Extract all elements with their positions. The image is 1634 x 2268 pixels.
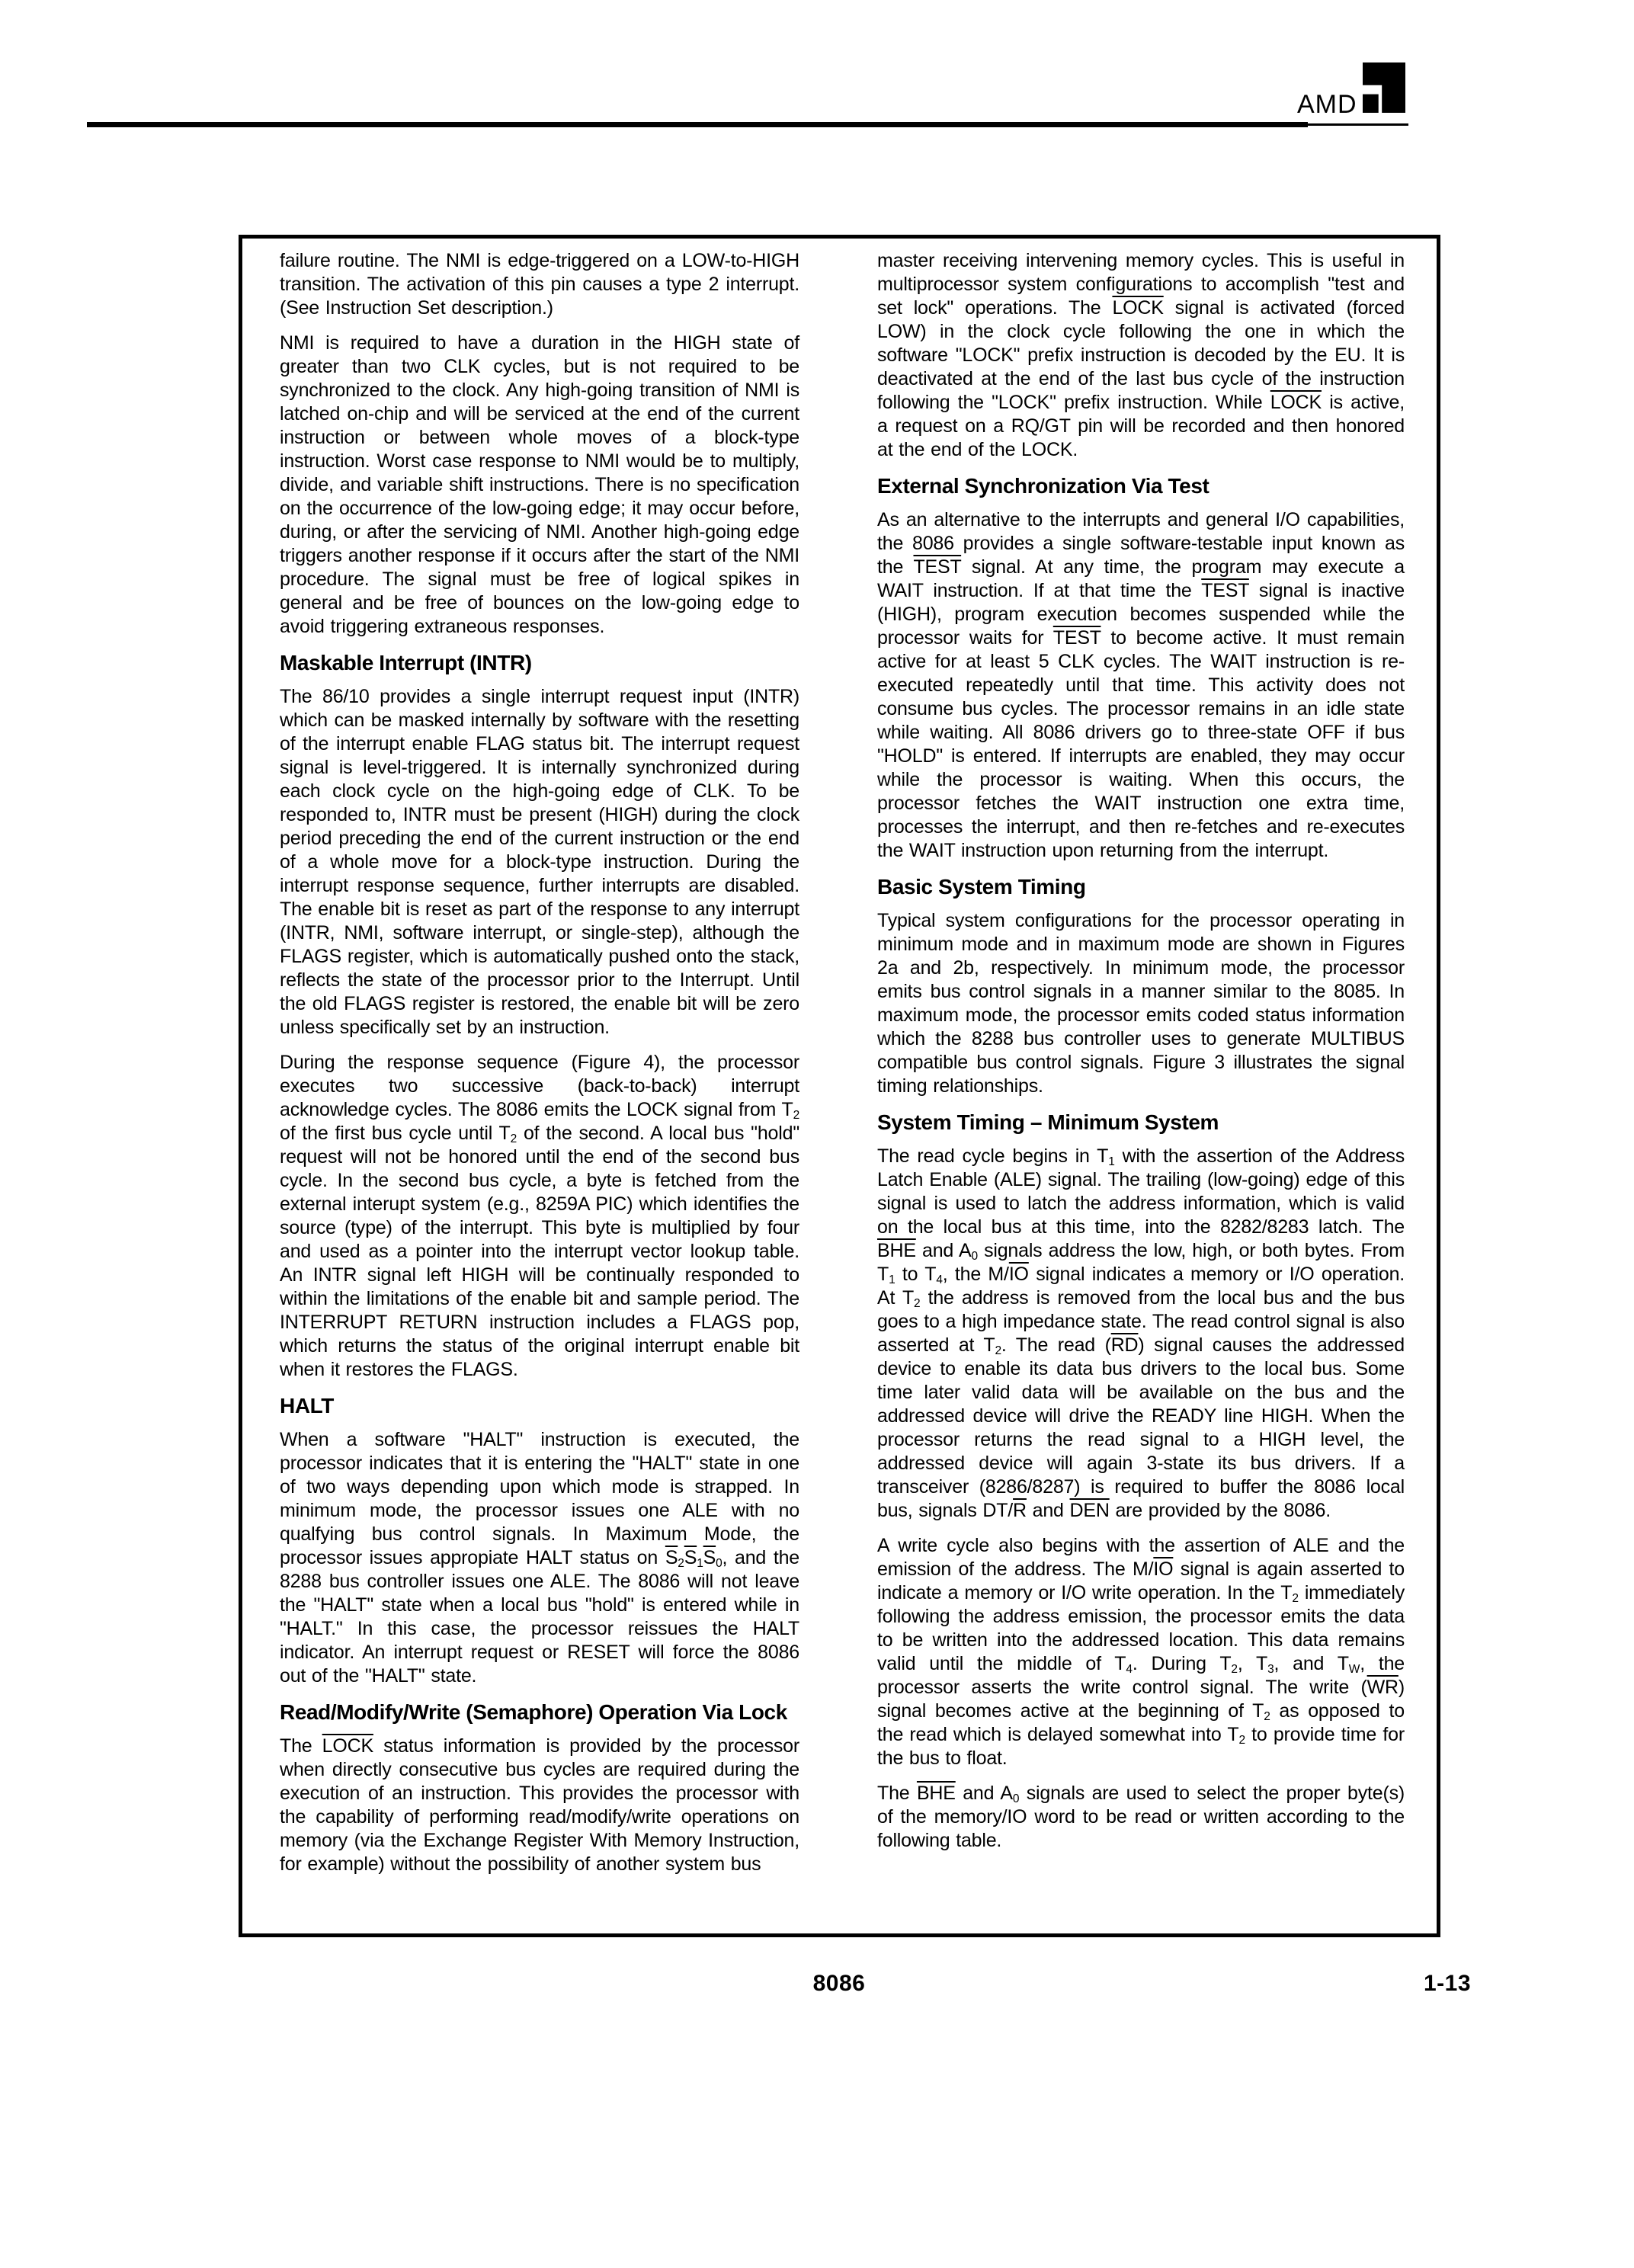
section-heading: Read/Modify/Write (Semaphore) Operation Via Lock xyxy=(280,1700,787,1724)
paragraph: The read cycle begins in $T_1$ with the assertion of the Address Latch Enable (ALE) signal. The trailing (low-going) edge of this signal is used to latch the address information, which is valid on the local bus at this time, into the 8282/8283 latch. The $\overline{BHE}$ and $A_0$ signals address the low, high, or both bytes. From $T_1$ to $T_4$, the $M/\overline{IO}$ signal indicates a memory or I/O operation. At $T_2$ the address is removed from the local bus and the bus goes to a high impedance state. The read control signal is also asserted at $T_2$. The read $(\overline{RD})$ signal causes the addressed device to enable its data bus drivers to the local bus. Some time later valid data will be available on the bus and the addressed device will drive the READY line HIGH. When the processor returns the read signal to a HIGH level, the addressed device will again 3-state its bus drivers. If a transceiver (8286/8287) is required to buffer the 8086 local bus, signals $DT/\overline{R}$ and $\overline{DEN}$ are provided by the 8086. xyxy=(877,1145,1405,1521)
paragraph: During the response sequence (Figure 4), the processor executes two successive (back-to-back) interrupt acknowledge cycles. The 8086 emits the LOCK signal from $T_2$ of the first bus cycle until $T_2$ of the second. A local bus "hold" request will not be honored until the end of the second bus cycle. In the second bus cycle, a byte is fetched from the external interupt system (e.g., 8259A PIC) which identifies the source (type) of the interrupt. This byte is multiplied by four and used as a pointer into the interrupt vector lookup table. An INTR signal left HIGH will be continually responded to within the limitations of the enable bit and sample period. The INTERRUPT RETURN instruction includes a FLAGS pop, which returns the status of the original interrupt enable bit when it restores the FLAGS. xyxy=(280,1052,799,1380)
right-column xyxy=(877,249,1405,1864)
header-rule-thin xyxy=(1306,123,1408,126)
section-heading: External Synchronization Via Test xyxy=(877,474,1209,498)
paragraph: The 86/10 provides a single interrupt request input (INTR) which can be masked internally by software with the resetting of the interrupt enable FLAG status bit. The interrupt request signal is level-triggered. It is internally synchronized during each clock cycle on the high-going edge of CLK. To be responded to, INTR must be present (HIGH) during the clock period preceding the end of the current instruction or the end of a whole move for a block-type instruction. During the interrupt response sequence, further interrupts are disabled. The enable bit is reset as part of the response to any interrupt (INTR, NMI, software interrupt, or single-step), although the FLAGS register, which is automatically pushed onto the stack, reflects the state of the processor prior to the Interrupt. Until the old FLAGS register is restored, the enable bit will be zero unless specifically set by an instruction. xyxy=(280,686,799,1038)
section-heading: System Timing – Minimum System xyxy=(877,1110,1219,1134)
section-heading: Basic System Timing xyxy=(877,875,1086,899)
footer-page-number: 1-13 xyxy=(1423,1971,1471,1996)
paragraph: The $\overline{BHE}$ and $A_0$ signals are used to select the proper byte(s) of the memory/IO word to be read or written according to the following table. xyxy=(877,1783,1405,1851)
section-heading: Maskable Interrupt (INTR) xyxy=(280,651,532,674)
paragraph: Typical system configurations for the processor operating in minimum mode and in maximum mode are shown in Figures 2a and 2b, respectively. In minimum mode, the processor emits bus control signals in a manner similar to the 8085. In maximum mode, the processor emits coded status information which the 8288 bus controller uses to generate MULTIBUS compatible bus control signals. Figure 3 illustrates the signal timing relationships. xyxy=(877,910,1405,1097)
paragraph: NMI is required to have a duration in the HIGH state of greater than two CLK cycles, but is not required to be synchronized to the clock. Any high-going transition of NMI is latched on-chip and will be serviced at the end of the current instruction or between whole moves of a block-type instruction. Worst case response to NMI would be to multiply, divide, and variable shift instructions. There is no specification on the occurrence of the low-going edge; it may occur before, during, or after the servicing of NMI. Another high-going edge triggers another response if it occurs after the start of the NMI procedure. The signal must be free of logical spikes in general and be free of bounces on the low-going edge to avoid triggering extraneous responses. xyxy=(280,332,799,637)
header-rule xyxy=(87,122,1308,127)
section-heading: HALT xyxy=(280,1394,334,1418)
content-box xyxy=(239,235,1440,1937)
footer-part-number: 8086 xyxy=(812,1971,866,1996)
page-footer xyxy=(0,1971,1634,2001)
paragraph: When a software "HALT" instruction is executed, the processor indicates that it is entering the "HALT" state in one of two ways depending upon which mode is strapped. In minimum mode, the processor issues one ALE with no qualfying bus control signals. In Maximum Mode, the processor issues appropiate HALT status on $\overline{S}_2\overline{S}_1\overline{S}_0$, and the 8288 bus controller issues one ALE. The 8086 will not leave the "HALT" state when a local bus "hold" is entered while in "HALT." In this case, the processor reissues the HALT indicator. An interrupt request or RESET will force the 8086 out of the "HALT" state. xyxy=(280,1429,799,1687)
amd-logo-icon xyxy=(1363,62,1405,113)
amd-wordmark: AMD xyxy=(1297,90,1357,119)
paragraph: The LOCK status information is provided by the processor when directly consecutive bus cycles are required during the execution of an instruction. This provides the processor with the capability of performing read/modify/write operations on memory (via the Exchange Register With Memory Instruction, for example) without the possibility of another system bus xyxy=(280,1735,800,1875)
left-column xyxy=(280,249,799,1888)
paragraph: failure routine. The NMI is edge-triggered on a LOW-to-HIGH transition. The activation of this pin causes a type 2 interrupt. (See Instruction Set description.) xyxy=(280,250,799,319)
paragraph: As an alternative to the interrupts and general I/O capabilities, the 8086 provides a single software-testable input known as the TEST signal. At any time, the program may execute a WAIT instruction. If at that time the TEST signal is inactive (HIGH), program execution becomes suspended while the processor waits for TEST to become active. It must remain active for at least 5 CLK cycles. The WAIT instruction is re-executed repeatedly until that time. This activity does not consume bus cycles. The processor remains in an idle state while waiting. All 8086 drivers go to three-state OFF if bus "HOLD" is entered. If interrupts are enabled, they may occur while the processor is waiting. When this occurs, the processor fetches the WAIT instruction one extra time, processes the interrupt, and then re-fetches and re-executes the WAIT instruction upon returning from the interrupt. xyxy=(877,509,1405,861)
paragraph: master receiving intervening memory cycles. This is useful in multiprocessor system configurations to accomplish "test and set lock" operations. The LOCK signal is activated (forced LOW) in the clock cycle following the one in which the software "LOCK" prefix instruction is decoded by the EU. It is deactivated at the end of the last bus cycle of the instruction following the "LOCK" prefix instruction. While LOCK is active, a request on a RQ/GT pin will be recorded and then honored at the end of the LOCK. xyxy=(877,250,1405,460)
paragraph: A write cycle also begins with the assertion of ALE and the emission of the address. The $M/\overline{IO}$ signal is again asserted to indicate a memory or I/O write operation. In the $T_2$ immediately following the address emission, the processor emits the data to be written into the addressed location. This data remains valid until the middle of $T_4$. During $T_2$, $T_3$, and $T_W$, the processor asserts the write control signal. The write $(\overline{WR})$ signal becomes active at the beginning of $T_2$ as opposed to the read which is delayed somewhat into $T_2$ to provide time for the bus to float. xyxy=(877,1535,1405,1769)
